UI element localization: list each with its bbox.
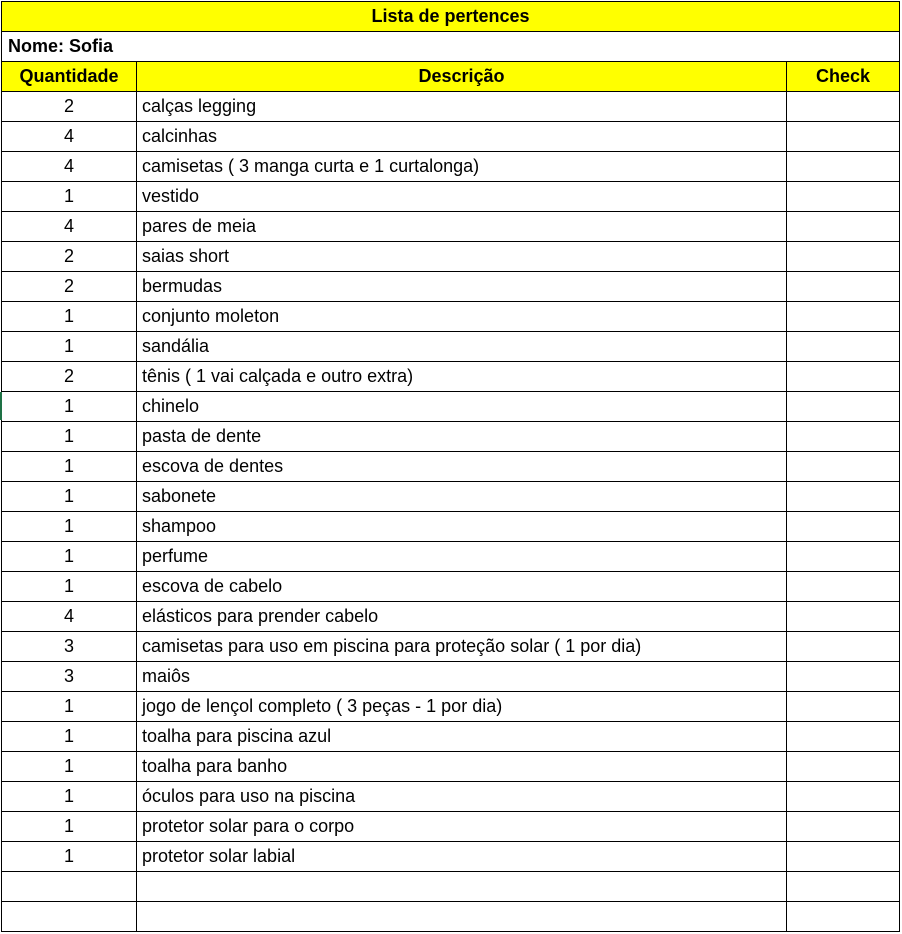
quantity-cell[interactable]: 1 [2, 422, 137, 452]
header-quantity[interactable]: Quantidade [2, 62, 137, 92]
quantity-cell[interactable] [2, 902, 137, 932]
quantity-cell[interactable]: 1 [2, 812, 137, 842]
table-row [2, 242, 900, 272]
quantity-cell[interactable]: 1 [2, 722, 137, 752]
description-cell[interactable]: sabonete [137, 482, 787, 512]
description-cell[interactable]: elásticos para prender cabelo [137, 602, 787, 632]
belongings-table [1, 1, 900, 932]
sheet-title[interactable]: Lista de pertences [2, 2, 900, 32]
check-cell[interactable] [787, 92, 900, 122]
title-row [2, 2, 900, 32]
header-description[interactable]: Descrição [137, 62, 787, 92]
description-cell[interactable]: tênis ( 1 vai calçada e outro extra) [137, 362, 787, 392]
check-cell[interactable] [787, 332, 900, 362]
description-cell[interactable]: bermudas [137, 272, 787, 302]
table-row [2, 842, 900, 872]
description-cell[interactable]: sandália [137, 332, 787, 362]
quantity-cell[interactable]: 4 [2, 212, 137, 242]
description-cell[interactable]: shampoo [137, 512, 787, 542]
table-row [2, 92, 900, 122]
check-cell[interactable] [787, 632, 900, 662]
check-cell[interactable] [787, 842, 900, 872]
description-cell[interactable]: pares de meia [137, 212, 787, 242]
table-row [2, 812, 900, 842]
description-cell[interactable]: protetor solar labial [137, 842, 787, 872]
quantity-cell[interactable]: 1 [2, 182, 137, 212]
quantity-cell[interactable]: 1 [2, 452, 137, 482]
quantity-cell[interactable]: 1 [2, 392, 137, 422]
description-cell[interactable]: jogo de lençol completo ( 3 peças - 1 por dia) [137, 692, 787, 722]
table-row [2, 452, 900, 482]
check-cell[interactable] [787, 782, 900, 812]
table-row [2, 122, 900, 152]
header-row [2, 62, 900, 92]
check-cell[interactable] [787, 122, 900, 152]
description-cell[interactable]: perfume [137, 542, 787, 572]
table-row [2, 272, 900, 302]
check-cell[interactable] [787, 902, 900, 932]
description-cell[interactable]: escova de dentes [137, 452, 787, 482]
quantity-cell[interactable]: 1 [2, 752, 137, 782]
check-cell[interactable] [787, 422, 900, 452]
check-cell[interactable] [787, 182, 900, 212]
check-cell[interactable] [787, 152, 900, 182]
quantity-cell[interactable] [2, 872, 137, 902]
table-row [2, 872, 900, 902]
description-cell[interactable] [137, 872, 787, 902]
description-cell[interactable]: toalha para banho [137, 752, 787, 782]
table-row [2, 422, 900, 452]
description-cell[interactable]: saias short [137, 242, 787, 272]
quantity-cell[interactable]: 4 [2, 152, 137, 182]
quantity-cell[interactable]: 3 [2, 662, 137, 692]
selected-cell-indicator [0, 392, 2, 420]
table-row [2, 632, 900, 662]
table-row [2, 362, 900, 392]
table-row [2, 662, 900, 692]
table-row [2, 332, 900, 362]
quantity-cell[interactable]: 4 [2, 602, 137, 632]
quantity-cell[interactable]: 1 [2, 302, 137, 332]
description-cell[interactable]: escova de cabelo [137, 572, 787, 602]
check-cell[interactable] [787, 572, 900, 602]
check-cell[interactable] [787, 722, 900, 752]
table-row [2, 692, 900, 722]
quantity-cell[interactable]: 1 [2, 782, 137, 812]
quantity-cell[interactable]: 2 [2, 242, 137, 272]
quantity-cell[interactable]: 3 [2, 632, 137, 662]
check-cell[interactable] [787, 542, 900, 572]
table-row [2, 182, 900, 212]
quantity-cell[interactable]: 2 [2, 92, 137, 122]
description-cell[interactable]: maiôs [137, 662, 787, 692]
description-cell[interactable]: protetor solar para o corpo [137, 812, 787, 842]
check-cell[interactable] [787, 302, 900, 332]
description-cell[interactable]: camisetas para uso em piscina para proteção solar ( 1 por dia) [137, 632, 787, 662]
description-cell[interactable]: calças legging [137, 92, 787, 122]
table-row [2, 722, 900, 752]
check-cell[interactable] [787, 452, 900, 482]
description-cell[interactable]: camisetas ( 3 manga curta e 1 curtalonga) [137, 152, 787, 182]
check-cell[interactable] [787, 392, 900, 422]
quantity-cell[interactable]: 1 [2, 572, 137, 602]
description-cell[interactable]: conjunto moleton [137, 302, 787, 332]
check-cell[interactable] [787, 752, 900, 782]
quantity-cell[interactable]: 1 [2, 542, 137, 572]
quantity-cell[interactable]: 1 [2, 512, 137, 542]
check-cell[interactable] [787, 512, 900, 542]
quantity-cell[interactable]: 2 [2, 272, 137, 302]
table-row [2, 512, 900, 542]
quantity-cell[interactable]: 1 [2, 842, 137, 872]
check-cell[interactable] [787, 602, 900, 632]
table-row [2, 602, 900, 632]
description-cell[interactable]: óculos para uso na piscina [137, 782, 787, 812]
check-cell[interactable] [787, 812, 900, 842]
header-check[interactable]: Check [787, 62, 900, 92]
description-cell[interactable]: chinelo [137, 392, 787, 422]
description-cell[interactable]: toalha para piscina azul [137, 722, 787, 752]
check-cell[interactable] [787, 482, 900, 512]
table-row [2, 482, 900, 512]
description-cell[interactable]: pasta de dente [137, 422, 787, 452]
quantity-cell[interactable]: 4 [2, 122, 137, 152]
table-row [2, 542, 900, 572]
check-cell[interactable] [787, 212, 900, 242]
quantity-cell[interactable]: 1 [2, 692, 137, 722]
quantity-cell[interactable]: 1 [2, 332, 137, 362]
table-row [2, 212, 900, 242]
check-cell[interactable] [787, 242, 900, 272]
table-row [2, 302, 900, 332]
check-cell[interactable] [787, 362, 900, 392]
table-row [2, 902, 900, 932]
table-row [2, 152, 900, 182]
check-cell[interactable] [787, 692, 900, 722]
description-cell[interactable]: vestido [137, 182, 787, 212]
quantity-cell[interactable]: 1 [2, 482, 137, 512]
check-cell[interactable] [787, 662, 900, 692]
table-row [2, 572, 900, 602]
table-row [2, 392, 900, 422]
description-cell[interactable] [137, 902, 787, 932]
name-row [2, 32, 900, 62]
table-row [2, 782, 900, 812]
check-cell[interactable] [787, 872, 900, 902]
table-row [2, 752, 900, 782]
quantity-cell[interactable]: 2 [2, 362, 137, 392]
description-cell[interactable]: calcinhas [137, 122, 787, 152]
name-field[interactable]: Nome: Sofia [2, 32, 900, 62]
check-cell[interactable] [787, 272, 900, 302]
